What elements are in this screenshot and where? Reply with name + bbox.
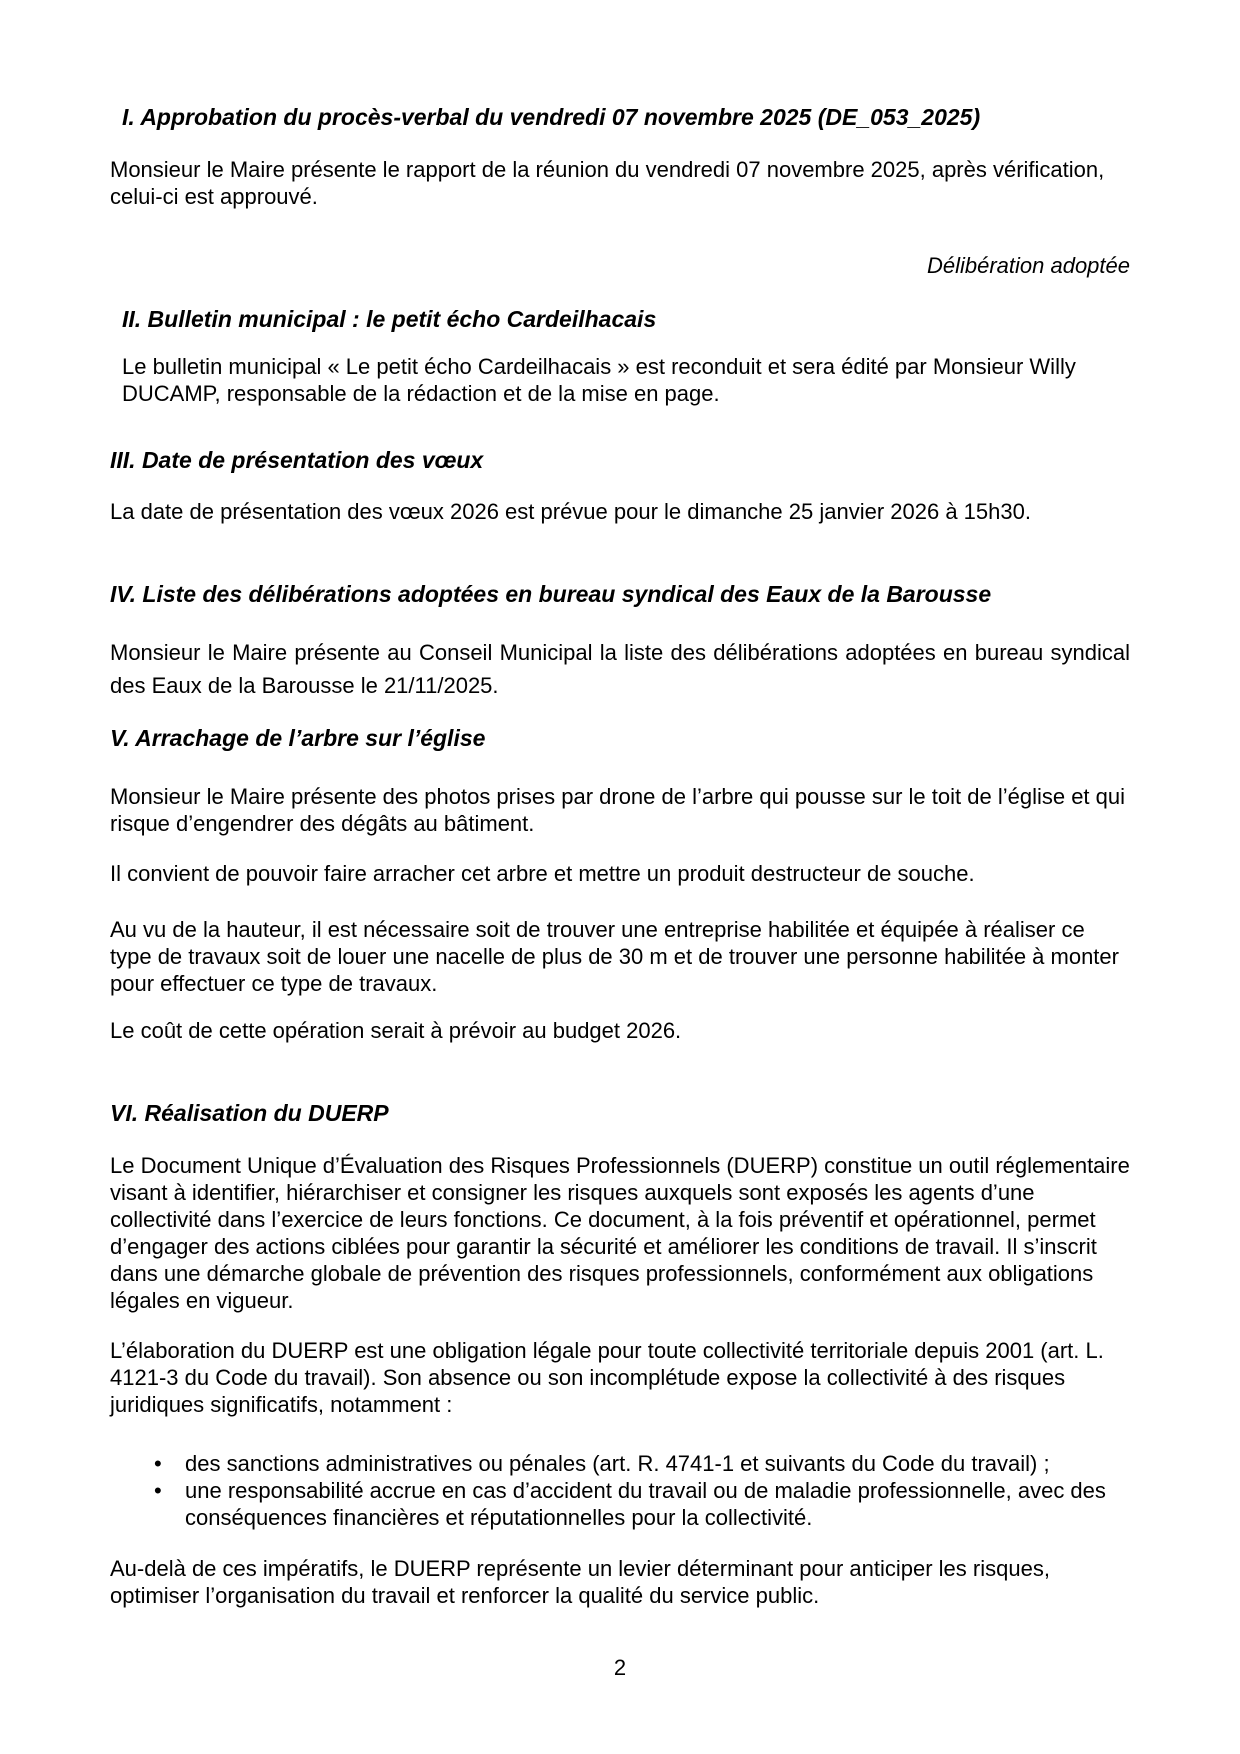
section-heading: VI. Réalisation du DUERP [110,1100,389,1126]
paragraph: Au-delà de ces impératifs, le DUERP représente un levier déterminant pour anticiper les risques, optimiser l’organisation du travail et renforcer la qualité du service public. [110,1556,1050,1608]
paragraph: Le Document Unique d’Évaluation des Risques Professionnels (DUERP) constitue un outil réglementaire visant à identifier, hiérarchiser et consigner les risques auxquels sont exposés les agents d’une collectivité dans l’exercice de leurs fonctions. Ce document, à la fois préventif et opérationnel, permet d’engager des actions ciblées pour garantir la sécurité et améliorer les conditions de travail. Il s’inscrit dans une démarche globale de prévention des risques professionnels, conformément aux obligations légales en vigueur. [110,1153,1130,1313]
section-bulletin-municipal [110,305,1130,407]
section-heading: I. Approbation du procès-verbal du vendredi 07 novembre 2025 (DE_053_2025) [122,104,981,130]
paragraph: Monsieur le Maire présente des photos prises par drone de l’arbre qui pousse sur le toit de l’église et qui risque d’engendrer des dégâts au bâtiment. [110,784,1126,836]
page-number: 2 [613,1655,627,1680]
section-deliberations-eaux-barousse [110,580,1130,702]
section-heading: III. Date de présentation des vœux [110,447,484,473]
deliberation-status-note: Délibération adoptée [926,253,1130,278]
paragraph: La date de présentation des vœux 2026 est prévue pour le dimanche 25 janvier 2026 à 15h30. [110,499,1031,524]
section-heading: V. Arrachage de l’arbre sur l’église [110,725,486,751]
paragraph: Monsieur le Maire présente au Conseil Municipal la liste des délibérations adoptées en bureau syndical des Eaux de la Barousse le 21/11/2025. [110,640,1130,698]
bullet-item: • une responsabilité accrue en cas d’accident du travail ou de maladie professionnelle, avec des conséquences financières et réputationnelles pour la collectivité. [110,1477,1130,1531]
section-heading: II. Bulletin municipal : le petit écho Cardeilhacais [122,306,657,332]
paragraph: Monsieur le Maire présente le rapport de la réunion du vendredi 07 novembre 2025, après vérification, celui-ci est approuvé. [110,157,1105,209]
bullet-item: • des sanctions administratives ou pénales (art. R. 4741-1 et suivants du Code du travail) ; [110,1450,1130,1477]
paragraph: L’élaboration du DUERP est une obligation légale pour toute collectivité territoriale depuis 2001 (art. L. 4121-3 du Code du travail). Son absence ou son incomplétude expose la collectivité à des risques juridiques significatifs, notamment : [110,1338,1104,1417]
section-heading: IV. Liste des délibérations adoptées en bureau syndical des Eaux de la Barousse [110,581,992,607]
paragraph: Le bulletin municipal « Le petit écho Cardeilhacais » est reconduit et sera édité par Monsieur Willy DUCAMP, responsable de la rédaction et de la mise en page. [122,354,1076,406]
section-arrachage-arbre [110,724,1130,1044]
paragraph: Au vu de la hauteur, il est nécessaire soit de trouver une entreprise habilitée et équipée à réaliser ce type de travaux soit de louer une nacelle de plus de 30 m et de trouver une personne habilitée à monter pour effectuer ce type de travaux. [110,917,1119,996]
paragraph: Il convient de pouvoir faire arracher cet arbre et mettre un produit destructeur de souche. [110,861,975,886]
section-approbation-proces-verbal [110,103,1130,279]
section-realisation-duerp [110,1099,1130,1609]
paragraph: Le coût de cette opération serait à prévoir au budget 2026. [110,1018,682,1043]
section-date-voeux [110,446,1130,525]
bullet-list [110,1450,1130,1531]
